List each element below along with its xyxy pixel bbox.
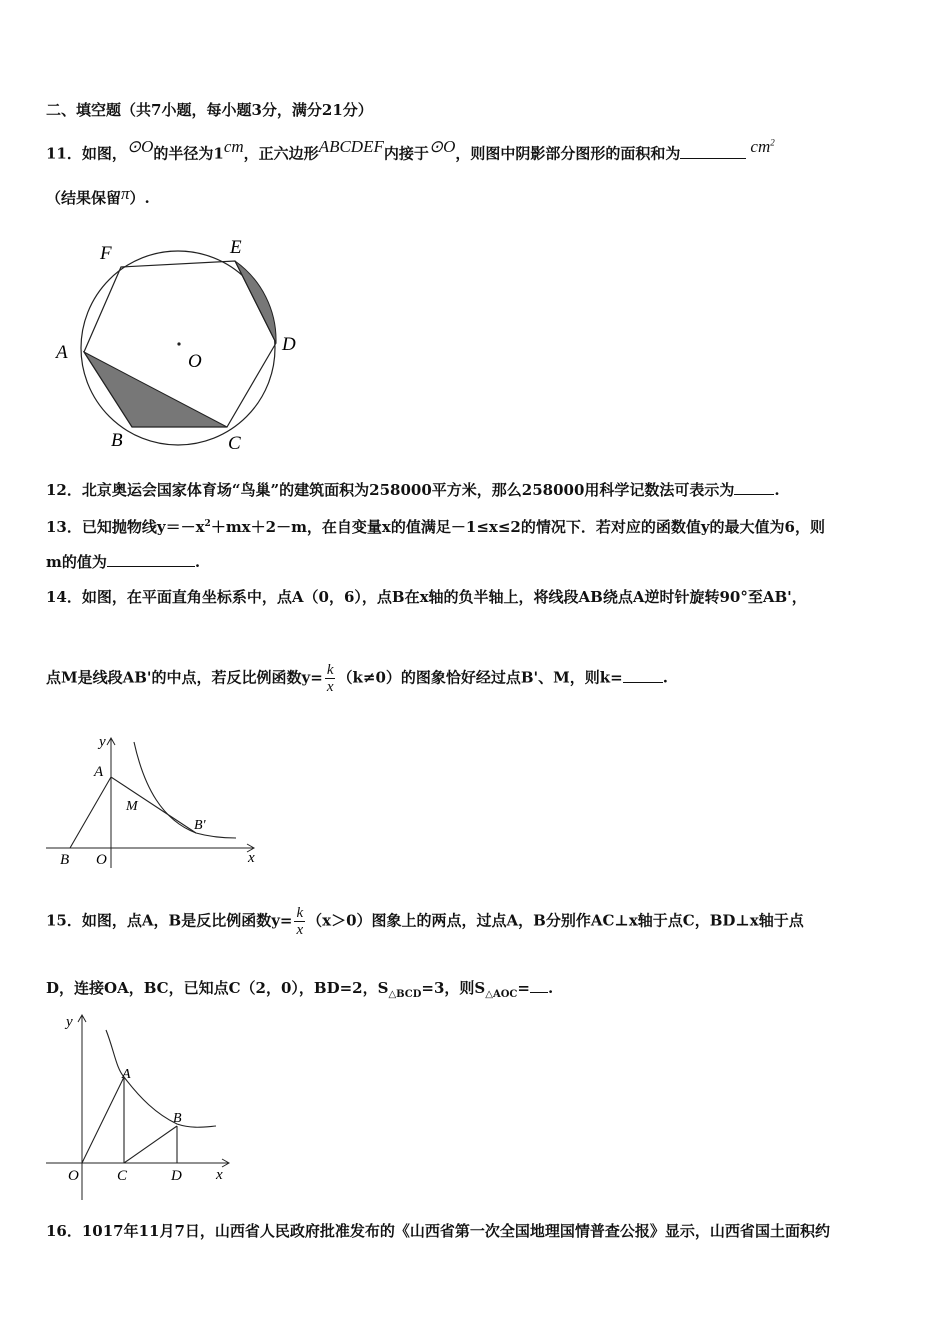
q11-unit: $cm^2$ [750,136,775,156]
q11-text-b: 的半径为1 [153,144,224,163]
q13-answer-blank [107,552,195,567]
label-B: B [111,430,123,451]
q14-fraction [325,662,336,695]
q14-end: . [662,668,668,687]
q15-line2c: = [517,979,530,997]
q11-pi: π [121,184,130,203]
q11-text-e: ，则图中阴影部分图形的面积和为 [455,144,681,163]
q15-numerator: k [296,905,304,921]
question-11-line-2 [46,184,150,208]
q13-rest: ＋mx＋2－m，在自变量x的值满足－1≤x≤2的情况下．若对应的函数值y的最大值为6，则 [210,518,825,536]
q14-text-b: （k≠0）的图象恰好经过点B'、M，则k= [337,668,623,687]
label-B: B [173,1111,182,1126]
label-E: E [230,237,242,258]
q12-end: . [774,481,780,499]
figure-rotation [44,732,264,872]
q11-text-d: 内接于 [383,144,429,163]
label-O: O [188,351,202,372]
q13-end: . [194,553,201,571]
question-15 [46,905,804,938]
q12-answer-blank [734,480,774,495]
q11-circle-o: ⊙O [126,136,154,156]
q15-end: . [547,979,554,997]
label-A: A [56,342,68,363]
q15-text-b: （x＞0）图象上的两点，过点A，B分别作AC⊥x轴于点C，BD⊥x轴于点 [307,911,804,930]
q15-sub2: △AOC [485,989,518,1000]
q14-numerator: k [326,662,334,678]
q11-cm: cm [223,136,244,156]
label-y: y [66,1014,73,1030]
question-13 [46,514,825,537]
q15-line2b: =3，则S [421,979,486,997]
figure-inverse-proportion [44,1010,244,1205]
label-y: y [99,734,106,750]
q13-text: 13．已知抛物线y＝－x [46,518,205,536]
question-14-line-2 [46,662,668,695]
q11-text-g: ）. [129,189,150,207]
segment-CB [124,1126,177,1163]
label-F: F [100,243,112,264]
label-B: B [60,852,70,868]
q15-sub1: △BCD [388,989,422,1000]
question-14: 14．如图，在平面直角坐标系中，点A（0，6），点B在x轴的负半轴上，将线段AB绕点A逆时针旋转90°至AB'， [46,588,807,606]
q11-hexagon: ABCDEF [318,136,384,156]
question-12 [46,480,780,500]
q15-denominator: x [296,922,304,938]
label-C: C [117,1168,128,1184]
q15-answer-blank [530,978,548,993]
label-Bprime: B' [194,818,206,833]
q13-line2: m的值为 [46,553,107,571]
question-15-line-2 [46,978,553,1005]
center-point [177,342,180,345]
q11-text-a: 11．如图， [46,144,127,163]
q11-answer-blank [680,144,746,159]
q14-text-a: 点M是线段AB'的中点，若反比例函数y= [46,668,323,687]
q13-sup: 2 [204,519,211,529]
question-16: 16．1017年11月7日，山西省人民政府批准发布的《山西省第一次全国地理国情普查公报》显示，山西省国土面积约 [46,1222,830,1240]
label-O: O [96,852,107,868]
label-O: O [68,1168,79,1184]
q15-fraction [294,905,305,938]
question-13-line-2 [46,552,200,572]
q11-text-f: （结果保留 [46,189,122,207]
label-D: D [171,1168,182,1184]
label-D: D [282,334,296,355]
label-A: A [94,764,104,780]
q15-line2a: D，连接OA，BC，已知点C（2，0），BD=2，S [46,979,389,997]
label-x: x [248,850,255,866]
label-C: C [228,433,241,454]
q14-denominator: x [326,679,334,695]
segment-OA [82,1077,124,1163]
q11-circle-o-2: ⊙O [428,136,456,156]
q12-text: 12．北京奥运会国家体育场“鸟巢”的建筑面积为258000平方米，那么258000用科学记数法可表示为 [46,481,735,499]
label-x: x [216,1167,223,1183]
shaded-region-ABC [84,352,227,427]
q11-text-c: ，正六边形 [243,144,319,163]
section-title: 二、填空题（共7小题，每小题3分，满分21分） [46,101,373,119]
label-A: A [122,1067,131,1082]
q15-text-a: 15．如图，点A，B是反比例函数y= [46,911,293,930]
question-11 [46,136,775,164]
figure-hexagon [50,235,310,460]
q14-answer-blank [623,668,663,683]
hyperbola-curve [134,742,236,838]
label-M: M [126,799,138,814]
